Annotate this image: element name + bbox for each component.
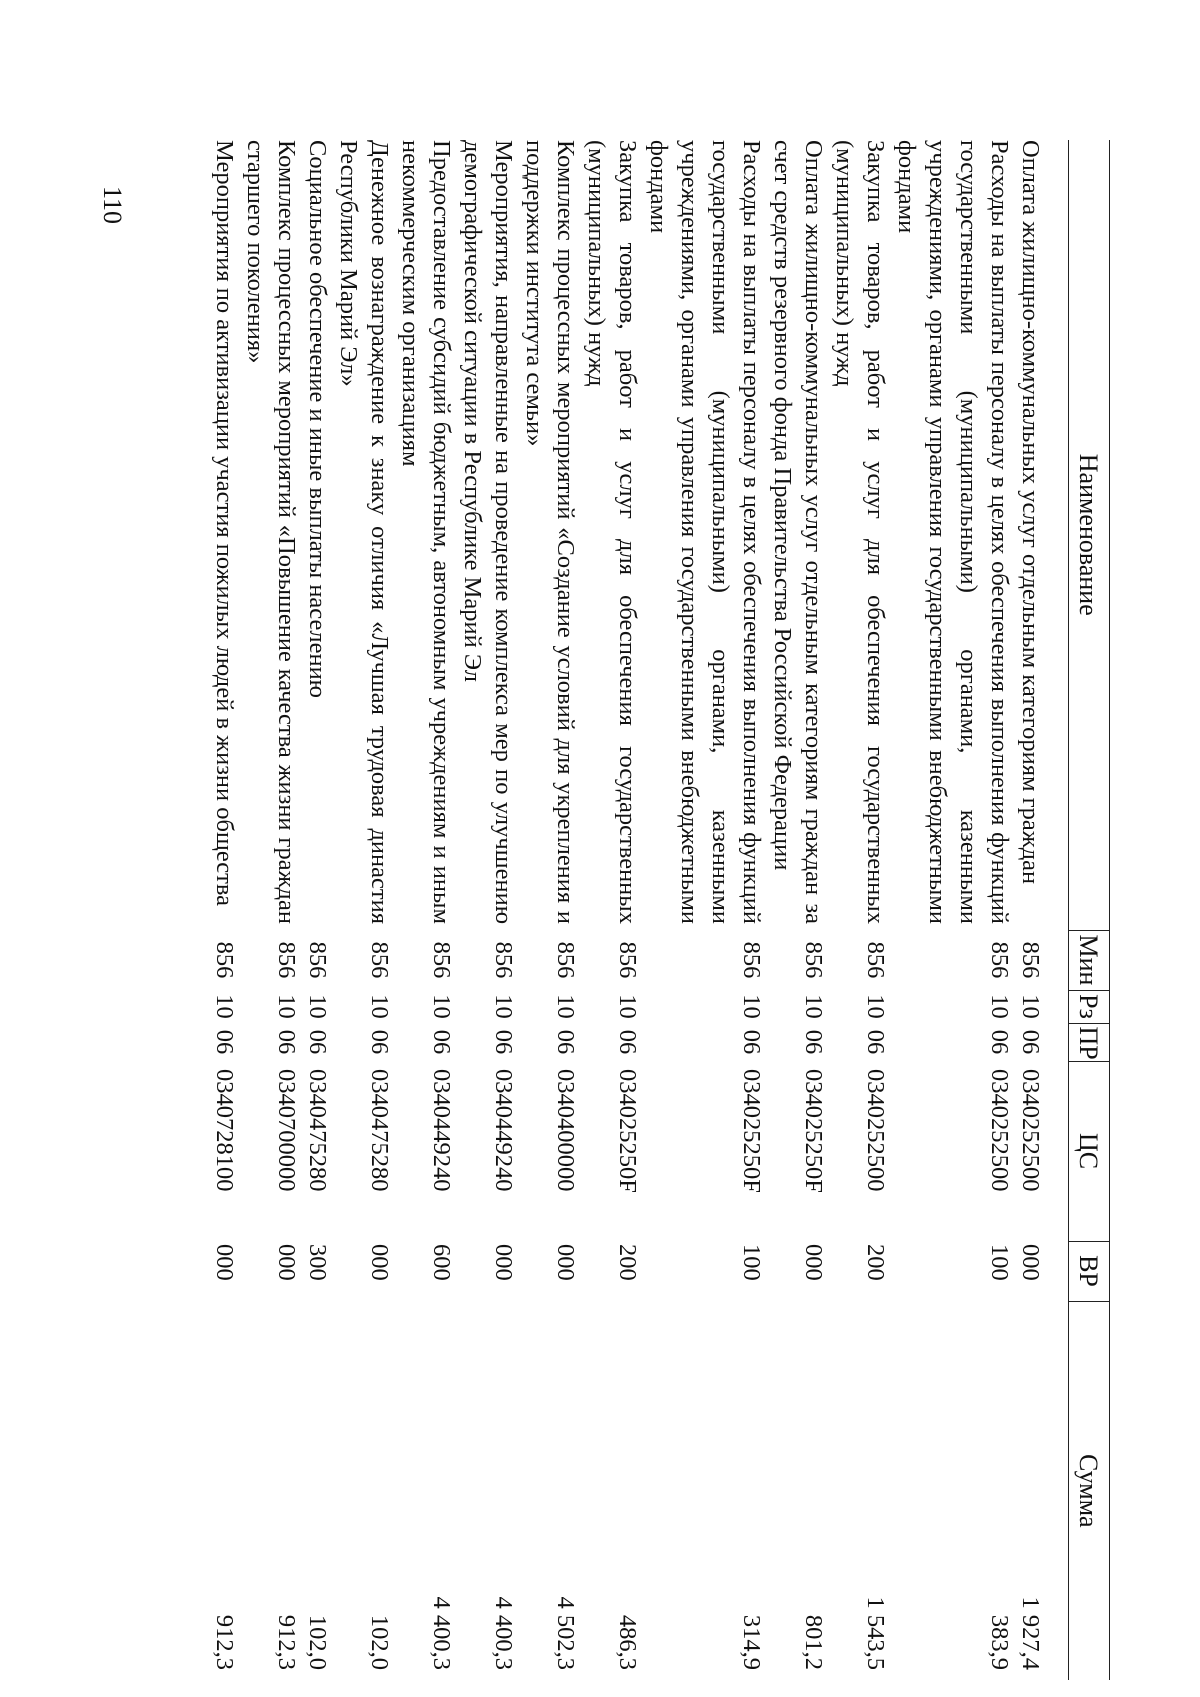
- row-min: 856: [366, 941, 393, 979]
- row-cs: 0340475280: [304, 1069, 331, 1192]
- budget-sheet: [170, 140, 1110, 1680]
- header-vr: ВР: [1069, 1241, 1110, 1301]
- row-pr: 06: [273, 1029, 300, 1055]
- row-min: 856: [738, 941, 765, 979]
- row-vr: 000: [490, 1244, 517, 1281]
- row-min: 856: [273, 941, 300, 979]
- header-pr: ПР: [1069, 1023, 1110, 1061]
- row-rz: 10: [614, 994, 641, 1019]
- row-name: Социальное обеспечение и иные выплаты населению: [304, 140, 331, 698]
- table-row: [519, 140, 581, 1680]
- row-sum: 102,0: [304, 1614, 331, 1670]
- row-rz: 10: [552, 994, 579, 1019]
- row-sum: 383,9: [986, 1614, 1013, 1670]
- row-pr: 06: [738, 1029, 765, 1055]
- row-name: Мероприятия по активизации участия пожилых людей в жизни общества: [211, 140, 238, 907]
- row-vr: 100: [738, 1244, 765, 1281]
- row-sum: 102,0: [366, 1614, 393, 1670]
- table-row: [767, 140, 829, 1680]
- row-rz: 10: [273, 994, 300, 1019]
- budget-table: [209, 140, 1110, 1680]
- row-rz: 10: [1017, 994, 1044, 1019]
- row-cs: 0340728100: [211, 1069, 238, 1192]
- row-name: Комплекс процессных мероприятий «Создание условий для укрепления и поддержки института семьи»: [521, 140, 579, 924]
- header-cs: ЦС: [1069, 1061, 1110, 1241]
- row-rz: 10: [862, 994, 889, 1019]
- row-cs: 034025250F: [800, 1069, 827, 1193]
- row-name: Расходы на выплаты персоналу в целях обеспечения выполнения функций государственными (муниципальными) органами, казенными учреждениями, органами управления государственными внебюджетными фондами: [893, 140, 1013, 924]
- row-rz: 10: [800, 994, 827, 1019]
- row-sum: 912,3: [211, 1614, 238, 1670]
- row-rz: 10: [428, 994, 455, 1019]
- row-min: 856: [862, 941, 889, 979]
- row-min: 856: [490, 941, 517, 979]
- row-rz: 10: [211, 994, 238, 1019]
- row-pr: 06: [428, 1029, 455, 1055]
- row-name: Расходы на выплаты персоналу в целях обеспечения выполнения функций государственными (муниципальными) органами, казенными учреждениями, органами управления государственными внебюджетными фондами: [645, 140, 765, 924]
- row-sum: 4 400,3: [428, 1596, 455, 1670]
- table-row: [829, 140, 891, 1680]
- row-pr: 06: [986, 1029, 1013, 1055]
- table-header-row: [1069, 140, 1110, 1680]
- table-row: [643, 140, 767, 1680]
- row-pr: 06: [1017, 1029, 1044, 1055]
- row-vr: 600: [428, 1244, 455, 1281]
- row-pr: 06: [490, 1029, 517, 1055]
- row-sum: 912,3: [273, 1614, 300, 1670]
- row-name: Денежное вознаграждение к знаку отличия «Лучшая трудовая династия Республики Марий Эл»: [335, 140, 393, 924]
- row-vr: 300: [304, 1244, 331, 1281]
- table-row: [581, 140, 643, 1680]
- row-cs: 034025250F: [614, 1069, 641, 1193]
- row-vr: 000: [273, 1244, 300, 1281]
- row-vr: 000: [366, 1244, 393, 1281]
- row-min: 856: [211, 941, 238, 979]
- row-min: 856: [1017, 941, 1044, 979]
- header-min: Мин: [1069, 930, 1110, 990]
- row-min: 856: [304, 941, 331, 979]
- row-cs: 0340252500: [986, 1069, 1013, 1192]
- table-row: [395, 140, 457, 1680]
- header-sum: Сумма: [1069, 1301, 1110, 1680]
- table-row: [333, 140, 395, 1680]
- table-row: [240, 140, 302, 1680]
- row-name: Мероприятия, направленные на проведение комплекса мер по улучшению демографической ситуации в Республике Марий Эл: [459, 140, 517, 924]
- row-name: Закупка товаров, работ и услуг для обеспечения государственных (муниципальных) нужд: [831, 140, 889, 924]
- row-sum: 801,2: [800, 1614, 827, 1670]
- row-pr: 06: [800, 1029, 827, 1055]
- row-cs: 0340252500: [1017, 1069, 1044, 1192]
- row-rz: 10: [738, 994, 765, 1019]
- row-sum: 314,9: [738, 1614, 765, 1670]
- header-rz: Рз: [1069, 990, 1110, 1023]
- row-cs: 0340400000: [552, 1069, 579, 1192]
- row-sum: 4 502,3: [552, 1596, 579, 1670]
- row-vr: 000: [1017, 1244, 1044, 1281]
- table-row: [457, 140, 519, 1680]
- row-rz: 10: [366, 994, 393, 1019]
- row-cs: 0340475280: [366, 1069, 393, 1192]
- row-cs: 0340449240: [428, 1069, 455, 1192]
- row-sum: 1 927,4: [1017, 1596, 1044, 1670]
- row-cs: 034025250F: [738, 1069, 765, 1193]
- row-pr: 06: [366, 1029, 393, 1055]
- table-row: [209, 140, 240, 1680]
- row-cs: 0340449240: [490, 1069, 517, 1192]
- table-body: [209, 140, 1069, 1680]
- row-vr: 000: [552, 1244, 579, 1281]
- row-pr: 06: [862, 1029, 889, 1055]
- row-min: 856: [428, 941, 455, 979]
- row-vr: 200: [614, 1244, 641, 1281]
- header-name: Наименование: [1069, 140, 1110, 930]
- row-cs: 0340252500: [862, 1069, 889, 1192]
- table-row: [891, 140, 1015, 1680]
- page-number: 110: [98, 185, 127, 225]
- row-rz: 10: [986, 994, 1013, 1019]
- row-vr: 000: [211, 1244, 238, 1281]
- row-min: 856: [986, 941, 1013, 979]
- row-sum: 1 543,5: [862, 1596, 889, 1670]
- row-name: Предоставление субсидий бюджетным, автономным учреждениям и иным некоммерческим организациям: [397, 140, 455, 924]
- row-rz: 10: [304, 994, 331, 1019]
- row-min: 856: [552, 941, 579, 979]
- row-pr: 06: [211, 1029, 238, 1055]
- table-row: [302, 140, 333, 1680]
- row-pr: 06: [552, 1029, 579, 1055]
- row-vr: 000: [800, 1244, 827, 1281]
- row-name: Оплата жилищно-коммунальных услуг отдельным категориям граждан за счет средств резервного фонда Правительства Российской Федерации: [769, 140, 827, 924]
- row-sum: 486,3: [614, 1614, 641, 1670]
- row-name: Оплата жилищно-коммунальных услуг отдельным категориям граждан: [1017, 140, 1044, 885]
- row-vr: 200: [862, 1244, 889, 1281]
- row-vr: 100: [986, 1244, 1013, 1281]
- row-cs: 0340700000: [273, 1069, 300, 1192]
- row-min: 856: [800, 941, 827, 979]
- row-min: 856: [614, 941, 641, 979]
- row-pr: 06: [614, 1029, 641, 1055]
- row-sum: 4 400,3: [490, 1596, 517, 1670]
- table-row: [1015, 140, 1069, 1680]
- row-name: Комплекс процессных мероприятий «Повышение качества жизни граждан старшего поколения»: [242, 140, 300, 924]
- row-name: Закупка товаров, работ и услуг для обеспечения государственных (муниципальных) нужд: [583, 140, 641, 924]
- row-rz: 10: [490, 994, 517, 1019]
- row-pr: 06: [304, 1029, 331, 1055]
